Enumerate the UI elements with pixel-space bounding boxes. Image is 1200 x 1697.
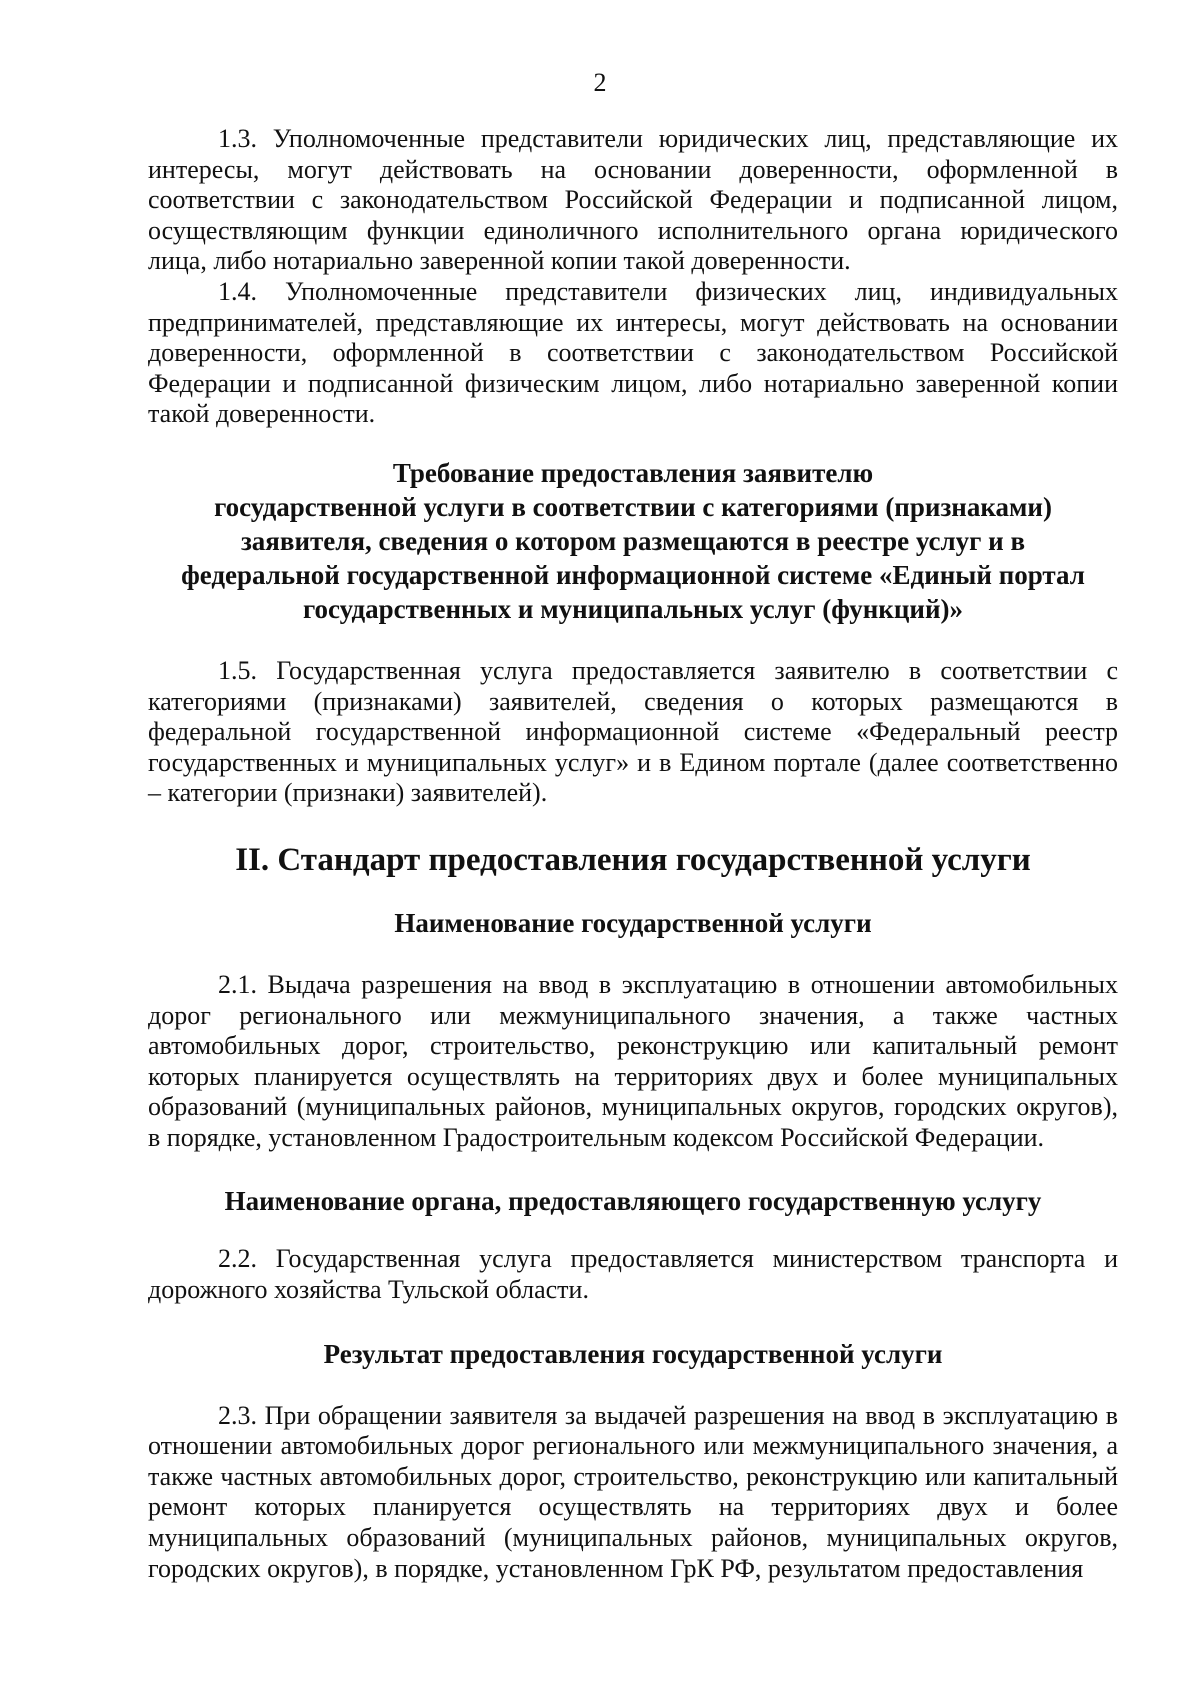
paragraph-1-4: 1.4. Уполномоченные представители физических лиц, индивидуальных предпринимателей, представляющие их интересы, могут действовать на основании доверенности, оформленной в соответствии с законодательством Российской Федерации и подписанной физическим лицом, либо нотариально заверенной копии такой доверенности. — [148, 276, 1118, 429]
document-body — [148, 124, 1118, 1584]
paragraph-1-3: 1.3. Уполномоченные представители юридических лиц, представляющие их интересы, могут действовать на основании доверенности, оформленной в соответствии с законодательством Российской Федерации и подписанной лицом, осуществляющим функции единоличного исполнительного органа юридического лица, либо нотариально заверенной копии такой доверенности. — [148, 124, 1118, 276]
heading-result: Результат предоставления государственной услуги — [323, 1338, 943, 1369]
paragraph-2-3: 2.3. При обращении заявителя за выдачей разрешения на ввод в эксплуатацию в отношении автомобильных дорог регионального или межмуниципального значения, а также частных автомобильных дорог, строительство, реконструкцию или капитальный ремонт которых планируется осуществлять на территориях двух и более муниципальных образований (муниципальных районов, муниципальных округов, городских округов), в порядке, установленном ГрК РФ, результатом предоставления — [148, 1400, 1118, 1583]
heading-organ-name: Наименование органа, предоставляющего государственную услугу — [224, 1186, 1042, 1217]
heading-service-name: Наименование государственной услуги — [394, 907, 872, 938]
paragraph-2-2: 2.2. Государственная услуга предоставляется министерством транспорта и дорожного хозяйства Тульской области. — [148, 1244, 1118, 1305]
heading-applicant-categories: Требование предоставления заявителю государственной услуги в соответствии с категориями (признаками) заявителя, сведения о котором размещаются в реестре услуг и в федеральной государственной информационной системе «Единый портал государственных и муниципальных услуг (функций)» — [181, 457, 1085, 624]
page-number: 2 — [593, 68, 607, 97]
paragraph-1-5: 1.5. Государственная услуга предоставляется заявителю в соответствии с категориями (признаками) заявителей, сведения о которых размещаются в федеральной государственной информационной системе «Федеральный реестр государственных и муниципальных услуг» и в Едином портале (далее соответственно – категории (признаки) заявителей). — [148, 655, 1118, 808]
paragraph-2-1: 2.1. Выдача разрешения на ввод в эксплуатацию в отношении автомобильных дорог регионального или межмуниципального значения, а также частных автомобильных дорог, строительство, реконструкцию или капитальный ремонт которых планируется осуществлять на территориях двух и более муниципальных образований (муниципальных районов, муниципальных округов, городских округов), в порядке, установленном Градостроительным кодексом Российской Федерации. — [148, 969, 1118, 1152]
section-title-standard: II. Стандарт предоставления государственной услуги — [235, 841, 1031, 878]
